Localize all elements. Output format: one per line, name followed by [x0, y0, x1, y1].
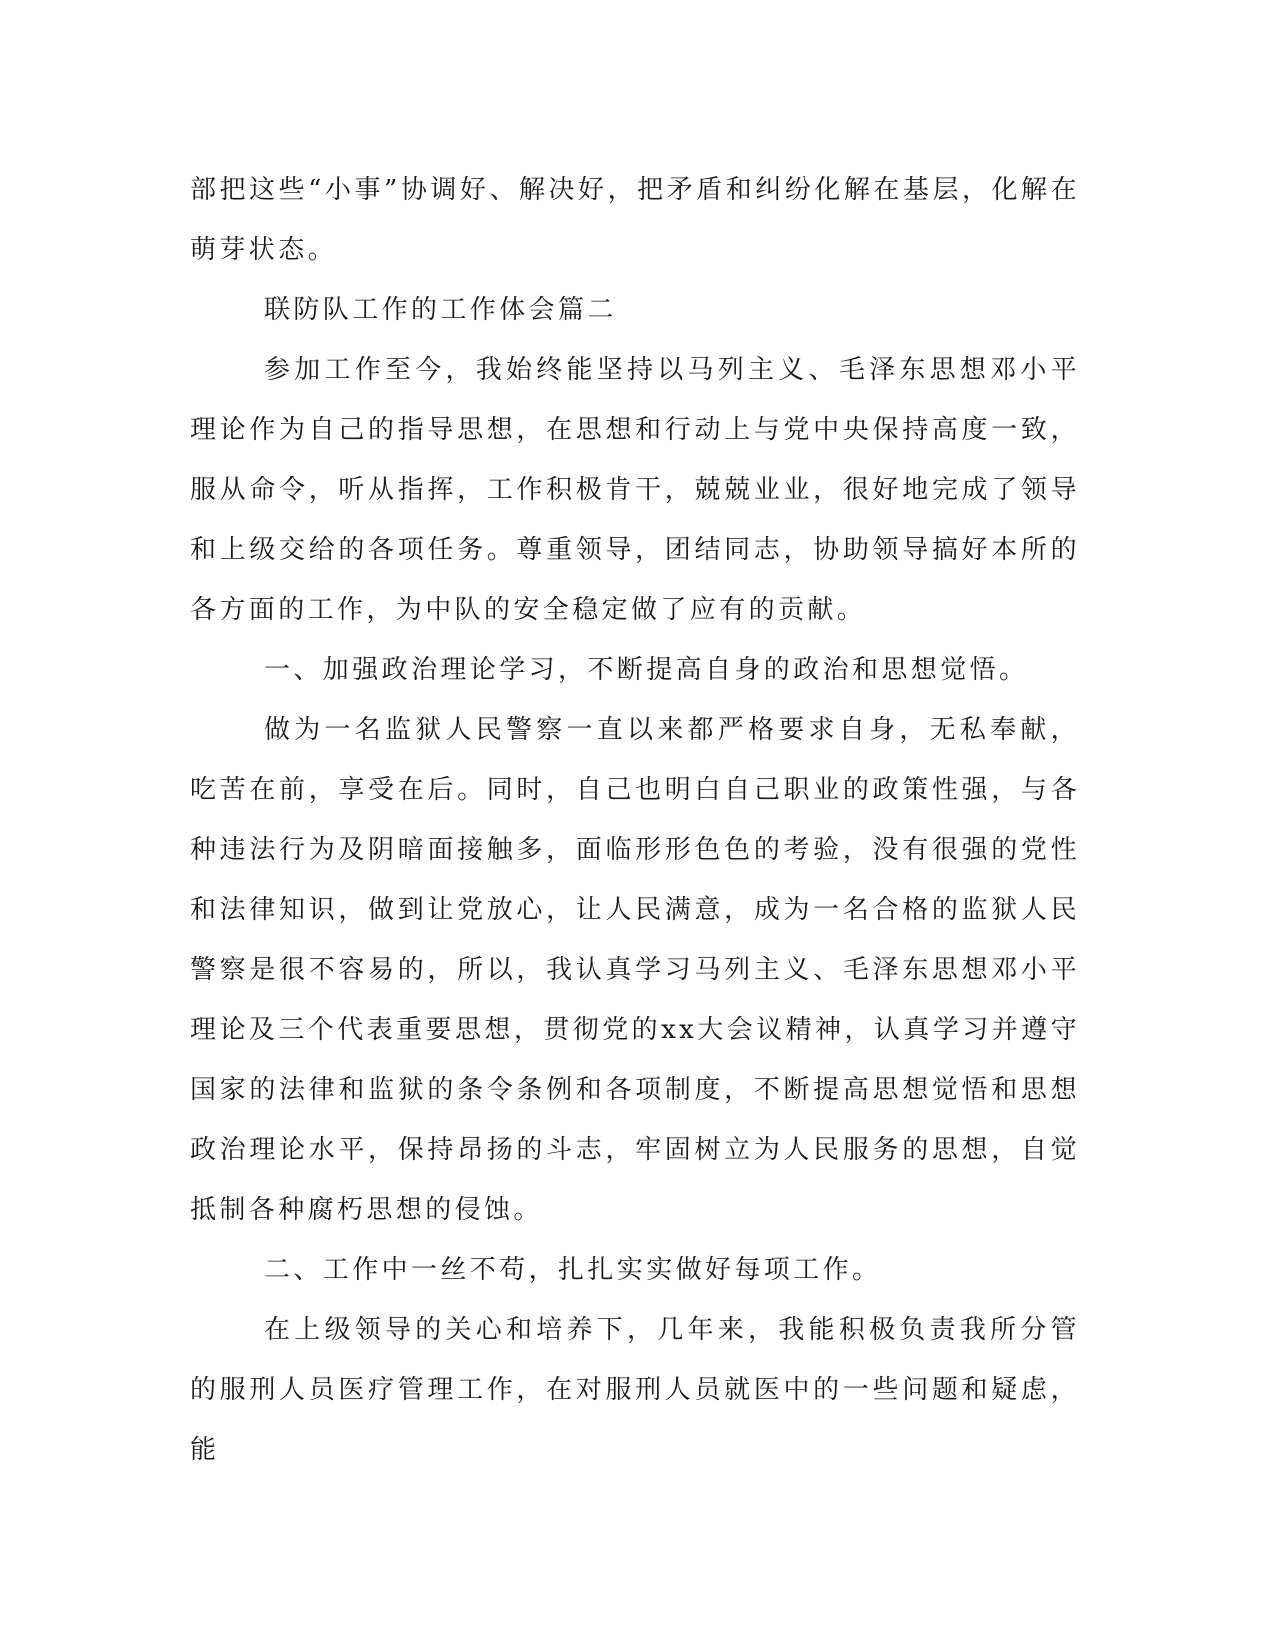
point-heading-2: 二、工作中一丝不苟，扎扎实实做好每项工作。: [264, 1255, 882, 1285]
paragraph-intro: 参加工作至今，我始终能坚持以马列主义、毛泽东思想邓小平理论作为自己的指导思想，在思想和行动上与党中央保持高度一致，服从命令，听从指挥，工作积极肯干，兢兢业业，很好地完成了领导和上级交给的各项任务。尊重领导，团结同志，协助领导搞好本所的各方面的工作，为中队的安全稳定做了应有的贡献。: [190, 355, 1080, 625]
section-heading: 联防队工作的工作体会篇二: [264, 295, 617, 325]
point-heading-1: 一、加强政治理论学习，不断提高自身的政治和思想觉悟。: [264, 655, 1029, 685]
paragraph-point-1: 做为一名监狱人民警察一直以来都严格要求自身，无私奉献，吃苦在前，享受在后。同时，自己也明白自己职业的政策性强，与各种违法行为及阴暗面接触多，面临形形色色的考验，没有很强的党性和法律知识，做到让党放心，让人民满意，成为一名合格的监狱人民警察是很不容易的，所以，我认真学习马列主义、毛泽东思想邓小平理论及三个代表重要思想，贯彻党的xx大会议精神，认真学习并遵守国家的法律和监狱的条令条例和各项制度，不断提高思想觉悟和思想政治理论水平，保持昂扬的斗志，牢固树立为人民服务的思想，自觉抵制各种腐朽思想的侵蚀。: [190, 715, 1080, 1225]
paragraph-continuation: 部把这些“小事”协调好、解决好，把矛盾和纠纷化解在基层，化解在萌芽状态。: [190, 175, 1080, 265]
document-body: [190, 160, 1080, 1480]
paragraph-point-2: 在上级领导的关心和培养下，几年来，我能积极负责我所分管的服刑人员医疗管理工作，在对服刑人员就医中的一些问题和疑虑，能: [190, 1315, 1080, 1465]
